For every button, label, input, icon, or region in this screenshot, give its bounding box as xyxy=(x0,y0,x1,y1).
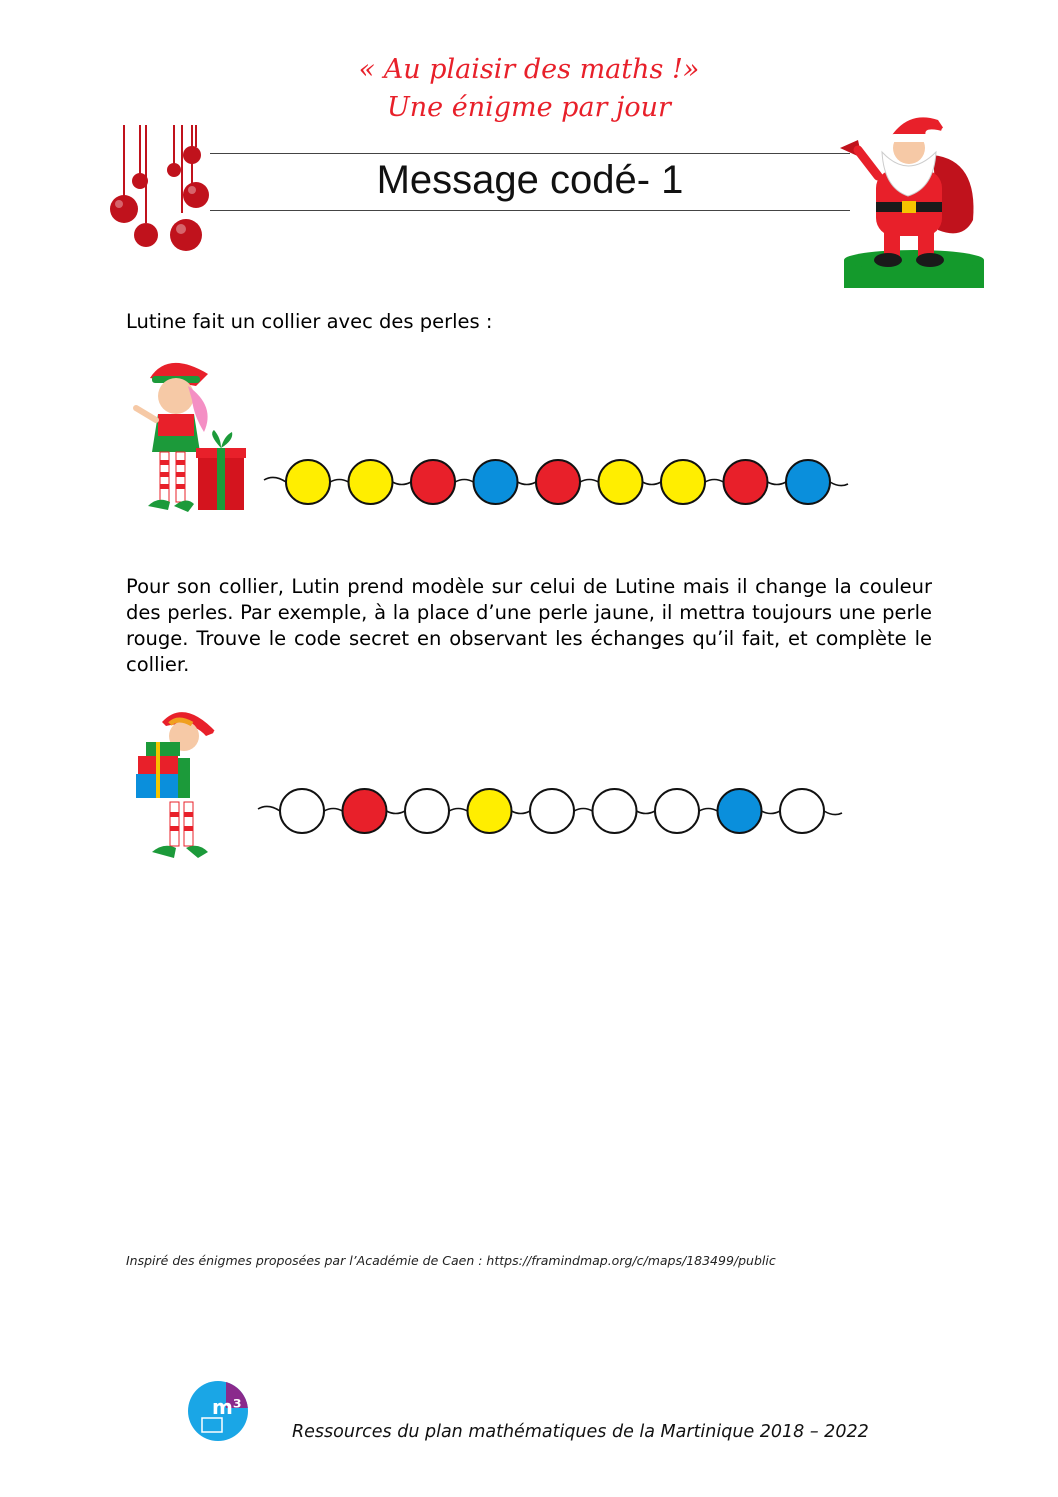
boy-elf-with-gifts-icon xyxy=(128,702,228,860)
bead-2-yellow xyxy=(349,460,393,504)
header-line-2: Une énigme par jour xyxy=(387,92,671,123)
m3-logo xyxy=(186,1380,252,1442)
bead-3-white[interactable] xyxy=(405,789,449,833)
footer-text: Ressources du plan mathématiques de la Martinique 2018 – 2022 xyxy=(292,1422,869,1442)
necklace-lutine xyxy=(262,452,852,512)
bead-6-yellow xyxy=(599,460,643,504)
bead-9-blue xyxy=(786,460,830,504)
bead-3-red xyxy=(411,460,455,504)
header-line-1: « Au plaisir des maths !» xyxy=(358,54,700,85)
bead-2-red xyxy=(343,789,387,833)
santa-claus-icon xyxy=(838,110,988,290)
bead-5-white[interactable] xyxy=(530,789,574,833)
bead-4-blue xyxy=(474,460,518,504)
bead-7-white[interactable] xyxy=(655,789,699,833)
girl-elf-with-gift-icon xyxy=(128,356,248,516)
instructions-text: Pour son collier, Lutin prend modèle sur celui de Lutine mais il change la couleur des perles. Par exemple, à la place d’une perle jaune, il mettra toujours une perle rouge. Trouve le code secret en observant les échanges qu’il fait, et complète le collier. xyxy=(126,575,932,676)
bead-1-white[interactable] xyxy=(280,789,324,833)
bead-8-blue xyxy=(718,789,762,833)
bead-5-red xyxy=(536,460,580,504)
intro-text: Lutine fait un collier avec des perles : xyxy=(126,310,493,333)
bead-7-yellow xyxy=(661,460,705,504)
logo-text: m³ xyxy=(212,1395,242,1419)
necklace-lutin xyxy=(256,781,846,841)
christmas-ornaments-icon xyxy=(100,125,215,260)
credit-text: Inspiré des énigmes proposées par l’Académie de Caen : https://framindmap.org/c/maps/183499/public xyxy=(126,1253,776,1268)
page-title: Message codé- 1 xyxy=(376,158,684,202)
bead-4-yellow xyxy=(468,789,512,833)
bead-9-white[interactable] xyxy=(780,789,824,833)
bead-6-white[interactable] xyxy=(593,789,637,833)
bead-8-red xyxy=(724,460,768,504)
bead-1-yellow xyxy=(286,460,330,504)
